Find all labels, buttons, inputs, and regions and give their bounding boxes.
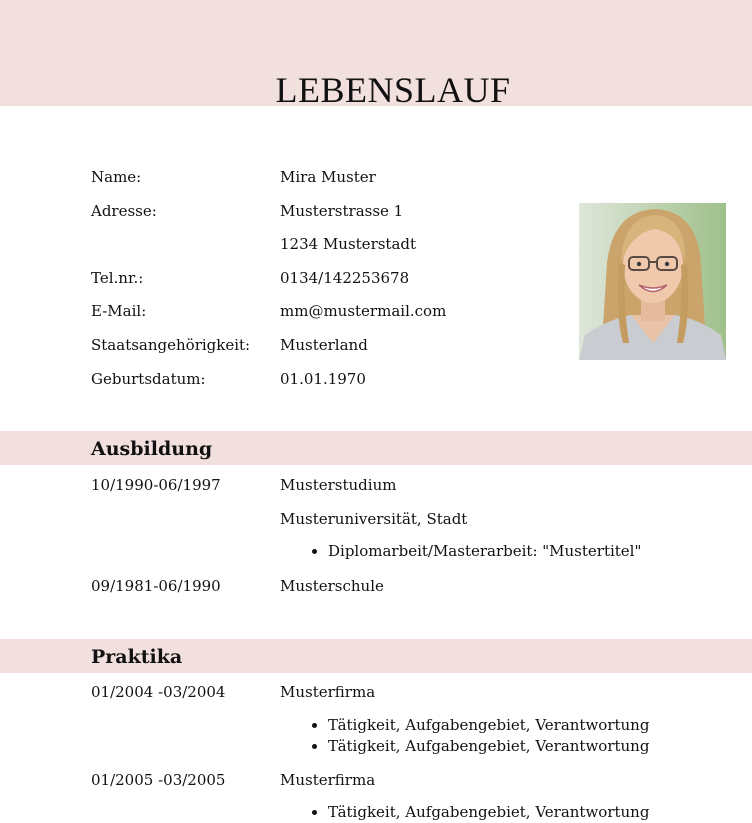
list-item: • Diplomarbeit/Masterarbeit: "Mustertitel" xyxy=(328,541,641,562)
education-bullets xyxy=(280,541,641,562)
value-email[interactable]: mm@mustermail.com xyxy=(280,302,447,320)
page-title: LEBENSLAUF xyxy=(275,70,511,110)
internship-bullets xyxy=(280,802,649,823)
education-name: Musterschule xyxy=(280,577,384,595)
label-nationality: Staatsangehörigkeit: xyxy=(91,336,251,354)
list-item: • Tätigkeit, Aufgabengebiet, Verantwortung xyxy=(328,736,649,757)
internship-date: 01/2005 -03/2005 xyxy=(91,771,226,789)
education-date: 10/1990-06/1997 xyxy=(91,476,221,494)
label-name: Name: xyxy=(91,168,142,186)
value-birthdate: 01.01.1970 xyxy=(280,370,366,388)
value-nationality: Musterland xyxy=(280,336,368,354)
section-title-education: Ausbildung xyxy=(91,438,213,460)
education-name: Musterstudium xyxy=(280,476,397,494)
label-birthdate: Geburtsdatum: xyxy=(91,370,206,388)
label-email: E-Mail: xyxy=(91,302,147,320)
value-name: Mira Muster xyxy=(280,168,376,186)
internship-company: Musterfirma xyxy=(280,771,376,789)
education-detail: Musteruniversität, Stadt xyxy=(280,510,468,528)
value-phone: 0134/142253678 xyxy=(280,269,410,287)
portrait-photo xyxy=(579,203,726,360)
internship-bullets xyxy=(280,715,649,757)
education-date: 09/1981-06/1990 xyxy=(91,577,221,595)
list-item: • Tätigkeit, Aufgabengebiet, Verantwortung xyxy=(328,715,649,736)
internship-date: 01/2004 -03/2004 xyxy=(91,683,226,701)
label-address: Adresse: xyxy=(91,202,157,220)
section-title-internships: Praktika xyxy=(91,646,183,668)
internship-company: Musterfirma xyxy=(280,683,376,701)
value-street: Musterstrasse 1 xyxy=(280,202,404,220)
value-city: 1234 Musterstadt xyxy=(280,235,417,253)
list-item: • Tätigkeit, Aufgabengebiet, Verantwortung xyxy=(328,802,649,823)
label-phone: Tel.nr.: xyxy=(91,269,144,287)
portrait-illustration xyxy=(579,203,726,360)
